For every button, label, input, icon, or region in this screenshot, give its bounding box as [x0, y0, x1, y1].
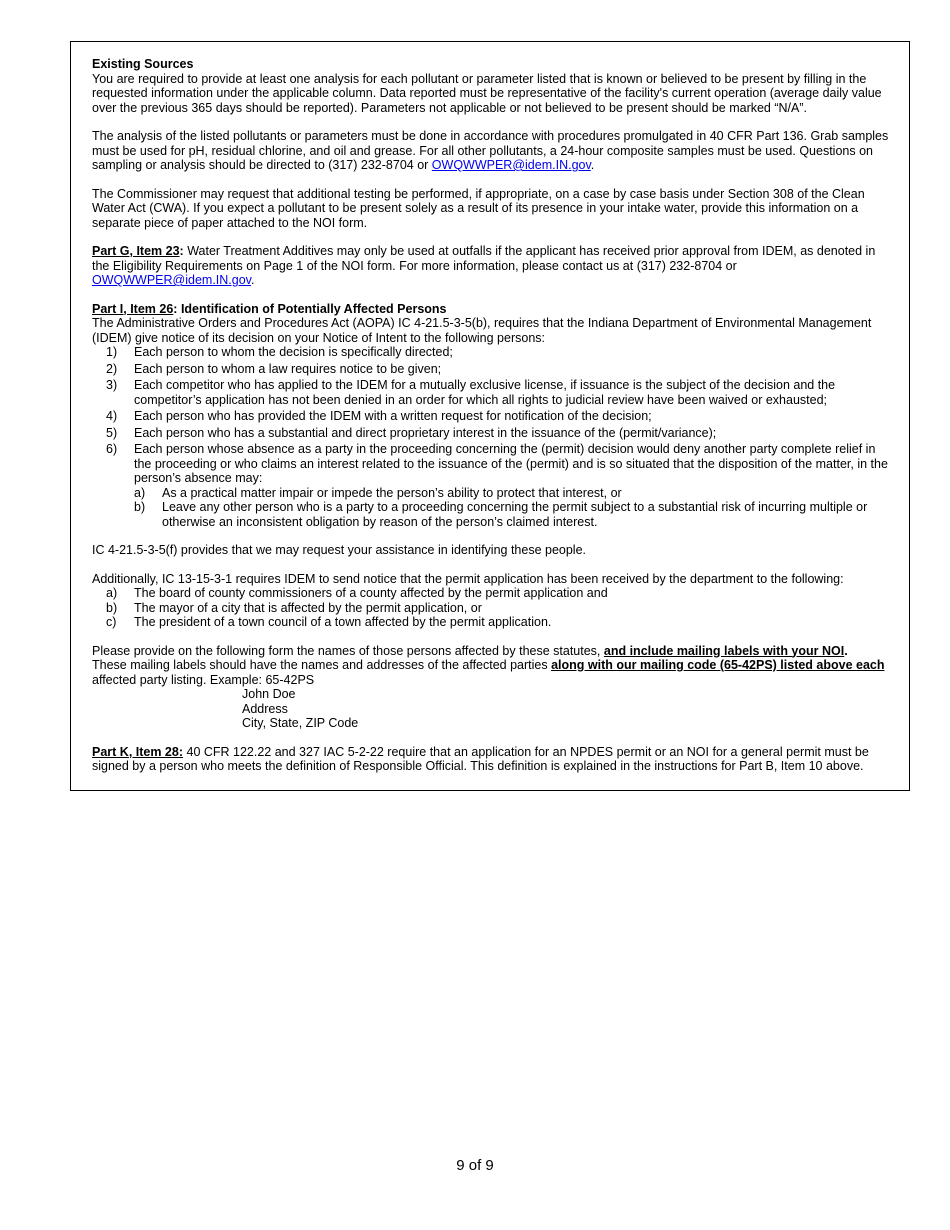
- mailing-labels-paragraph: Please provide on the following form the names of those persons affected by these statutes, and include mailing labels with your NOI. These mailing labels should have the names and addresses of the affected parties along with our mailing code (65-42PS) listed above each affected party listing. Example: 65-42PS: [92, 643, 885, 687]
- existing-sources-paragraph: You are required to provide at least one analysis for each pollutant or parameter listed that is known or believed to be present by filling in the requested information under the applicable column. Data reported must be representative of the facility's current operation (average daily value over the previous 365 days should be reported). Parameters not applicable or not believed to be present should be marked “N/A”.: [92, 71, 882, 115]
- assistance-paragraph: IC 4-21.5-3-5(f) provides that we may request your assistance in identifying these people.: [92, 543, 587, 557]
- mailing-code-emphasis: along with our mailing code (65-42PS) listed above each: [551, 658, 885, 672]
- list-item: 6) Each person whose absence as a party in the proceeding concerning the (permit) decision would deny another party complete relief in the proceeding or who claims an interest related to the issuance of the (permit) and is so situated that the disposition of the matter, in the person’s absence may: a) As a practical matter impair or impede the person’s ability to protect that interest, or b) Leave any other person who is a party to a proceeding concerning the permit subject to a substantial risk of incurring multiple or otherwise an inconsistent obligation by reason of the person’s claimed interest.: [106, 442, 888, 529]
- existing-sources-heading: Existing Sources: [92, 57, 194, 71]
- list-item: 5) Each person who has a substantial and direct proprietary interest in the issuance of the (permit/variance);: [106, 425, 717, 440]
- list-item: 1) Each person to whom the decision is specifically directed;: [106, 345, 453, 359]
- notice-recipients-list: [92, 586, 889, 630]
- analysis-paragraph: [92, 129, 889, 173]
- instructions-box: [70, 41, 910, 791]
- part-g-text: Water Treatment Additives may only be used at outfalls if the applicant has received prior approval from IDEM, as denoted in the Eligibility Requirements on Page 1 of the NOI form. For more information, please contact us at (317) 232-8704 or: [92, 244, 876, 273]
- part-i-colon: :: [173, 301, 178, 316]
- analysis-text: The analysis of the listed pollutants or parameters must be done in accordance with procedures promulgated in 40 CFR Part 136. Grab samples must be used for pH, residual chlorine, and oil and grease. For all other pollutants, a 24-hour composite samples must be used. Questions on sampling or analysis should be directed to (317) 232-8704 or: [92, 129, 889, 172]
- part-k-paragraph: [92, 745, 889, 774]
- part-i-label: Part I, Item 26: [92, 301, 174, 316]
- list-item: c) The president of a town council of a town affected by the permit application.: [106, 615, 552, 629]
- list-item: 3) Each competitor who has applied to the IDEM for a mutually exclusive license, if issuance is the subject of the decision and the competitor’s application has not been denied in an order for which all rights to judicial review have been waived or exhausted;: [106, 378, 836, 407]
- part-k-label: Part K, Item 28:: [92, 744, 184, 759]
- list-item: b) Leave any other person who is a party to a proceeding concerning the permit subject to a substantial risk of incurring multiple or otherwise an inconsistent obligation by reason of the person’s claimed interest.: [134, 500, 868, 529]
- page-number: 9 of 9: [456, 1157, 494, 1174]
- additional-notice-paragraph: Additionally, IC 13-15-3-1 requires IDEM to send notice that the permit application has been received by the department to the following:: [92, 571, 844, 586]
- mailing-label-example: John Doe Address City, State, ZIP Code: [242, 687, 359, 730]
- list-item: 4) Each person who has provided the IDEM with a written request for notification of the decision;: [106, 409, 652, 423]
- list-item: a) As a practical matter impair or impede the person’s ability to protect that interest, or: [134, 485, 622, 500]
- list-item: b) The mayor of a city that is affected by the permit application, or: [106, 600, 482, 615]
- analysis-end: .: [590, 158, 595, 172]
- email-link[interactable]: OWQWWPER@idem.IN.gov: [431, 158, 591, 172]
- mailing-labels-emphasis: and include mailing labels with your NOI: [603, 643, 845, 658]
- part-g-end: .: [251, 273, 255, 287]
- part-i-intro: The Administrative Orders and Procedures Act (AOPA) IC 4-21.5-3-5(b), requires that the Indiana Department of Environmental Management (IDEM) give notice of its decision on your Notice of Intent to the following persons:: [92, 316, 872, 345]
- affected-persons-sublist: [134, 486, 889, 530]
- list-item: a) The board of county commissioners of a county affected by the permit application and: [106, 586, 608, 600]
- commissioner-paragraph: The Commissioner may request that additional testing be performed, if appropriate, on a case by case basis under Section 308 of the Clean Water Act (CWA). If you expect a pollutant to be present solely as a result of its presence in your intake water, provide this information on a separate piece of paper attached to the NOI form.: [92, 186, 865, 230]
- part-g-paragraph: [92, 244, 889, 288]
- part-i-title: Identification of Potentially Affected Persons: [177, 301, 447, 316]
- list-item: 2) Each person to whom a law requires notice to be given;: [106, 361, 442, 376]
- affected-persons-list: [92, 345, 889, 529]
- part-g-colon: :: [179, 244, 184, 258]
- email-link[interactable]: OWQWWPER@idem.IN.gov: [92, 273, 251, 287]
- part-i-heading: [92, 302, 889, 317]
- part-g-label: Part G, Item 23: [92, 244, 180, 258]
- part-k-text: 40 CFR 122.22 and 327 IAC 5-2-22 require that an application for an NPDES permit or an NOI for a general permit must be signed by a person who meets the definition of Responsible Official. This definition is explained in the instructions for Part B, Item 10 above.: [92, 744, 869, 773]
